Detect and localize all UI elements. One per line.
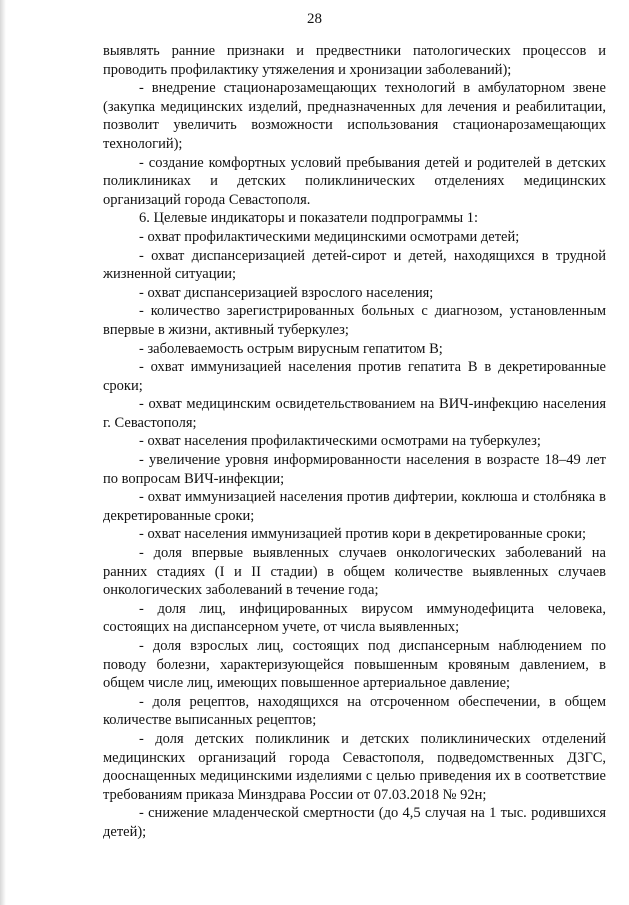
paragraph: - доля рецептов, находящихся на отсроченном обеспечении, в общем количестве выписанных рецептов; — [103, 693, 606, 729]
paragraph: - доля лиц, инфицированных вирусом иммунодефицита человека, состоящих на диспансерном учете, от числа выявленных; — [103, 600, 606, 636]
paragraph: 6. Целевые индикаторы и показатели подпрограммы 1: — [139, 210, 478, 227]
paragraph: - доля детских поликлиник и детских поликлинических отделений медицинских организаций города Севастополя, подведомственных ДЗГС, дооснащенных медицинскими изделиями с целью приведения их в соответствие требованиям приказа Минздрава России от 07.03.2018 № 92н; — [103, 730, 606, 803]
paragraph: - увеличение уровня информированности населения в возрасте 18–49 лет по вопросам ВИЧ-инфекции; — [103, 452, 606, 487]
paragraph: - снижение младенческой смертности (до 4,5 случая на 1 тыс. родившихся детей); — [103, 805, 606, 840]
paragraph: - внедрение стационарозамещающих технологий в амбулаторном звене (закупка медицинских изделий, предназначенных для лечения и реабилитации, позволит увеличить возможности использования стационарозамещающих технологий); — [103, 80, 606, 152]
paragraph: - охват населения профилактическими осмотрами на туберкулез; — [139, 433, 541, 450]
paragraph: - охват медицинским освидетельствованием на ВИЧ-инфекцию населения г. Севастополя; — [103, 396, 606, 431]
paragraph: - доля взрослых лиц, состоящих под диспансерным наблюдением по поводу болезни, характеризующейся повышенным кровяным давлением, в общем числе лиц, имеющих повышенное артериальное давление; — [103, 638, 606, 692]
page-number: 28 — [307, 11, 322, 27]
paragraph: - создание комфортных условий пребывания детей и родителей в детских поликлиниках и детских поликлинических отделениях медицинских организаций города Севастополя. — [103, 154, 606, 208]
paragraph: - охват диспансеризацией взрослого населения; — [139, 284, 434, 301]
scan-edge-shadow — [0, 0, 6, 905]
paragraph: - охват иммунизацией населения против гепатита В в декретированные сроки; — [103, 359, 606, 394]
document-body — [103, 42, 606, 842]
paragraph: - охват иммунизацией населения против дифтерии, коклюша и столбняка в декретированные сроки; — [103, 489, 606, 524]
paragraph: - охват населения иммунизацией против кори в декретированные сроки; — [139, 526, 587, 543]
paragraph: - количество зарегистрированных больных с диагнозом, установленным впервые в жизни, активный туберкулез; — [103, 303, 606, 338]
paragraph: - охват профилактическими медицинскими осмотрами детей; — [139, 228, 520, 245]
paragraph: выявлять ранние признаки и предвестники патологических процессов и проводить профилактику утяжеления и хронизации заболеваний); — [103, 43, 606, 78]
paragraph: - заболеваемость острым вирусным гепатитом В; — [139, 340, 443, 357]
paragraph: - доля впервые выявленных случаев онкологических заболеваний на ранних стадиях (I и II стадии) в общем количестве выявленных случаев онкологических заболеваний в течение года; — [103, 545, 606, 599]
paragraph: - охват диспансеризацией детей-сирот и детей, находящихся в трудной жизненной ситуации; — [103, 247, 606, 283]
